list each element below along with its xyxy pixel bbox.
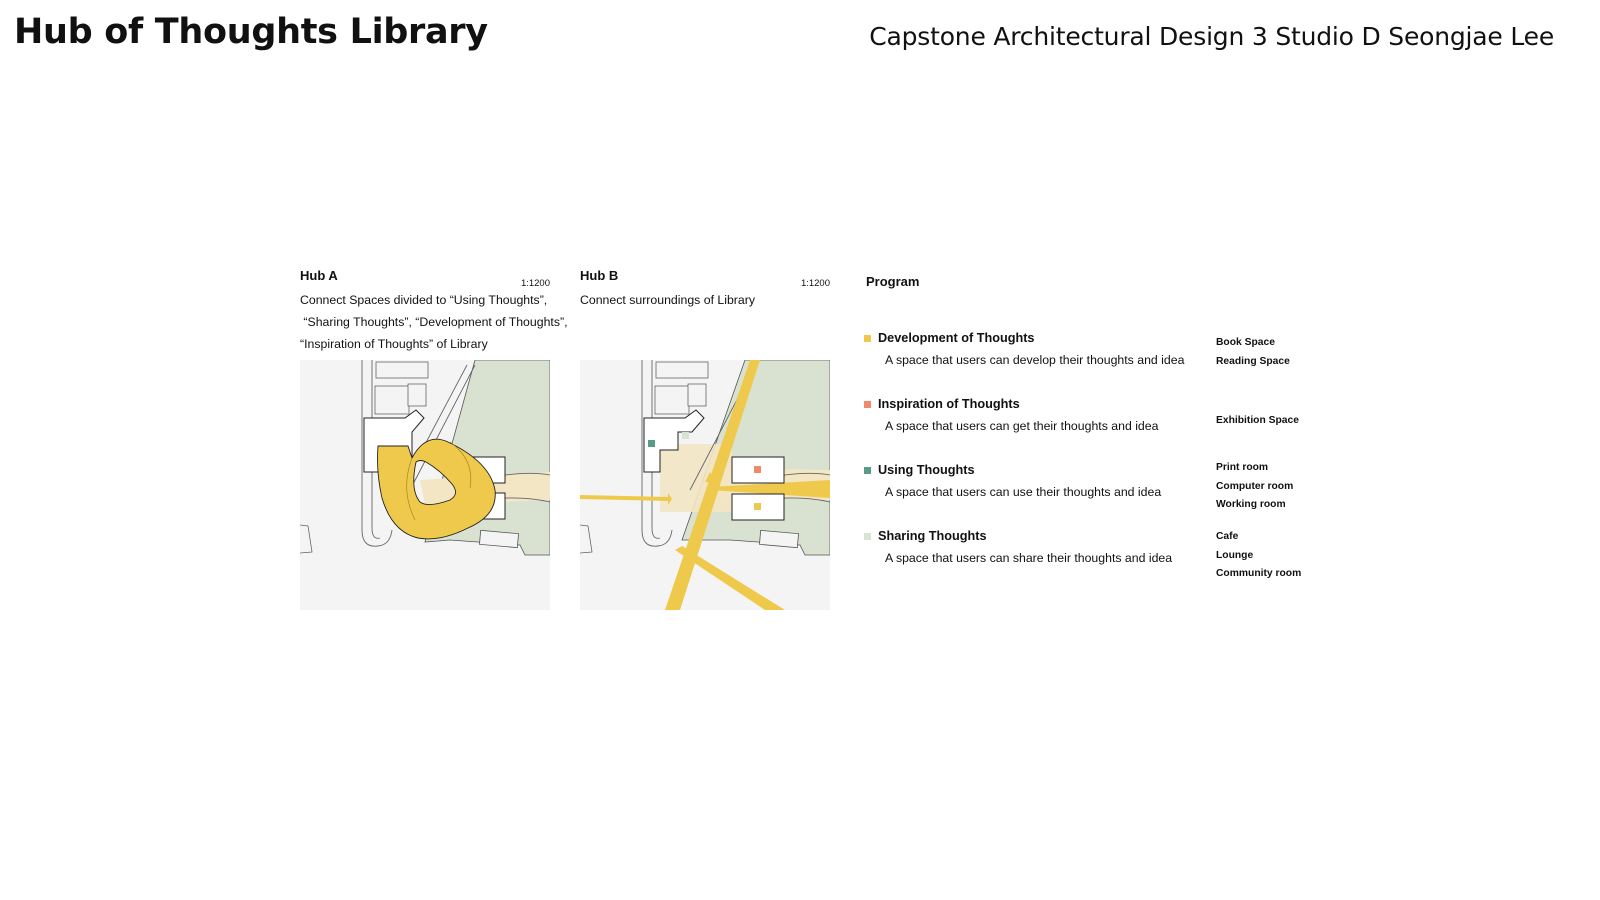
hub-a-description-line: Connect Spaces divided to “Using Thoughts”, bbox=[300, 293, 548, 307]
hub-a-scale: 1:1200 bbox=[520, 278, 550, 289]
program-space-label: Reading Space bbox=[1216, 355, 1290, 367]
hub-a-description-line: “Inspiration of Thoughts” of Library bbox=[300, 337, 488, 351]
hub-b-site-plan bbox=[580, 360, 830, 610]
page-title: Hub of Thoughts Library bbox=[14, 12, 488, 52]
program-item-description: A space that users can share their thoughts and idea bbox=[885, 551, 1173, 565]
hub-a-description bbox=[300, 289, 568, 355]
hub-b-scale: 1:1200 bbox=[800, 278, 830, 289]
hub-b-title: Hub B bbox=[580, 268, 619, 283]
page-subtitle: Capstone Architectural Design 3 Studio D Seongjae Lee bbox=[869, 22, 1554, 51]
program-item-name: Using Thoughts bbox=[878, 463, 975, 477]
program-swatch bbox=[864, 335, 871, 342]
program-item-name: Sharing Thoughts bbox=[878, 529, 987, 543]
program-title: Program bbox=[866, 274, 920, 289]
program-swatch bbox=[864, 533, 871, 540]
program-space-label: Lounge bbox=[1216, 549, 1254, 561]
program-spaces-inspiration bbox=[1216, 412, 1299, 431]
program-space-label: Book Space bbox=[1216, 337, 1275, 348]
program-item-description: A space that users can develop their thoughts and idea bbox=[885, 353, 1185, 367]
program-spaces-using bbox=[1216, 459, 1293, 515]
program-swatch bbox=[864, 467, 871, 474]
program-space-label: Exhibition Space bbox=[1216, 415, 1299, 426]
program-item-description: A space that users can use their thoughts and idea bbox=[885, 485, 1162, 499]
program-item-description: A space that users can get their thoughts and idea bbox=[885, 419, 1159, 433]
hub-a-title: Hub A bbox=[300, 268, 338, 283]
program-space-label: Print room bbox=[1216, 462, 1269, 473]
program-item-name: Inspiration of Thoughts bbox=[878, 397, 1020, 411]
program-swatch bbox=[864, 401, 871, 408]
hub-b-description bbox=[580, 289, 755, 311]
hub-b-description-line: Connect surroundings of Library bbox=[580, 293, 755, 307]
program-item-name: Development of Thoughts bbox=[878, 331, 1035, 345]
program-space-label: Computer room bbox=[1216, 480, 1294, 492]
program-spaces-development bbox=[1216, 334, 1290, 371]
program-space-label: Community room bbox=[1216, 568, 1302, 579]
program-space-label: Working room bbox=[1216, 499, 1286, 510]
hub-a-site-plan bbox=[300, 360, 550, 610]
program-spaces-sharing bbox=[1216, 528, 1301, 584]
hub-a-description-line: “Sharing Thoughts”, “Development of Thoughts”, bbox=[300, 315, 568, 329]
program-space-label: Cafe bbox=[1216, 531, 1239, 542]
